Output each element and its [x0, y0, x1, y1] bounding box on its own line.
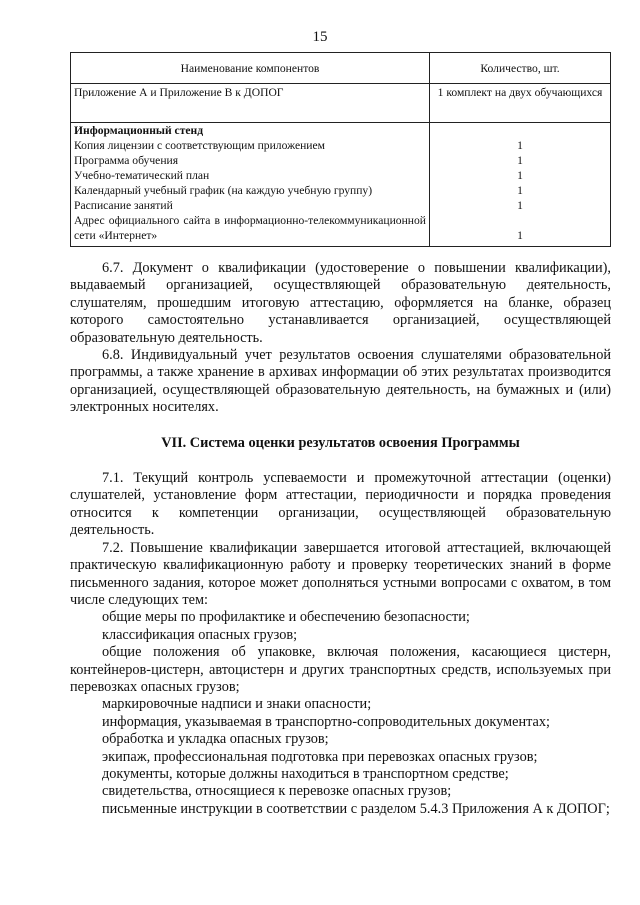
topic-item: маркировочные надписи и знаки опасности;: [102, 696, 372, 713]
component-quantity: 1: [517, 199, 523, 212]
column-header-quantity: Количество, шт.: [430, 53, 611, 84]
section-title: VII. Система оценки результатов освоения Программы: [161, 434, 520, 451]
component-quantity: 1: [517, 169, 523, 182]
document-body: [70, 260, 611, 818]
component-quantity: [433, 123, 607, 138]
topic-item: письменные инструкции в соответствии с разделом 5.4.3 Приложения А к ДОПОГ;: [102, 800, 610, 817]
paragraph-6-7: 6.7. Документ о квалификации (удостоверение о повышении квалификации), выдаваемый организацией, осуществляющей образовательную деятельность, слушателям, прошедшим итоговую аттестацию, оформляется на бланке, образец которого самостоятельно устанавливается организацией, осуществляющей образовательную деятельность.: [70, 260, 611, 346]
paragraph-6-8: 6.8. Индивидуальный учет результатов освоения слушателями образовательной программы, а также хранение в архивах информации об этих результатах производится организацией, осуществляющей образовательную деятельность, на бумажных и (или) электронных носителях.: [70, 347, 611, 416]
component-name: Приложение А и Приложение В к ДОПОГ: [71, 84, 430, 123]
paragraph-7-2: 7.2. Повышение квалификации завершается итоговой аттестацией, включающей практическую квалификационную работу и проверку теоретических знаний в форме письменного задания, которое может дополняться устными вопросами с охватом, в том числе следующих тем:: [70, 539, 611, 608]
component-name: Учебно-тематический план: [74, 169, 210, 182]
component-quantity: 1: [517, 184, 523, 197]
component-quantity: 1 комплект на двух обучающихся: [430, 84, 611, 123]
topic-item: классификация опасных грузов;: [102, 626, 298, 643]
component-name: Копия лицензии с соответствующим приложением: [74, 139, 325, 152]
components-table: [70, 52, 611, 247]
topic-item: документы, которые должны находиться в транспортном средстве;: [102, 765, 509, 782]
topic-item: общие положения об упаковке, включая положения, касающиеся цистерн, контейнеров-цистерн, автоцистерн и других транспортных средств, используемых при перевозках опасных грузов;: [70, 644, 611, 695]
component-name: Программа обучения: [74, 154, 179, 167]
table-row: [71, 84, 611, 123]
component-quantity: 1: [517, 139, 523, 152]
page-number: 15: [312, 29, 328, 45]
component-group-block: [71, 123, 430, 247]
column-header-name: Наименование компонентов: [71, 53, 430, 84]
component-name: Адрес официального сайта в информационно-телекоммуникационной сети «Интернет»: [74, 214, 426, 242]
component-group-title: Информационный стенд: [74, 124, 204, 137]
component-quantity-block: [430, 123, 611, 247]
topic-item: экипаж, профессиональная подготовка при перевозках опасных грузов;: [102, 748, 538, 765]
component-quantity: 1: [517, 229, 523, 242]
component-name: Расписание занятий: [74, 199, 173, 212]
topic-item: общие меры по профилактике и обеспечению безопасности;: [102, 609, 470, 626]
table-row: [71, 123, 611, 247]
topic-item: свидетельства, относящиеся к перевозке опасных грузов;: [102, 783, 452, 800]
paragraph-7-1: 7.1. Текущий контроль успеваемости и промежуточной аттестации (оценки) слушателей, установление форм аттестации, периодичности и порядка проведения относится к компетенции организации, осуществляющей образовательную деятельность.: [70, 470, 611, 539]
topic-item: обработка и укладка опасных грузов;: [102, 731, 329, 748]
topic-item: информация, указываемая в транспортно-сопроводительных документах;: [102, 713, 550, 730]
component-quantity: 1: [517, 154, 523, 167]
table-header-row: [71, 53, 611, 84]
component-name: Календарный учебный график (на каждую учебную группу): [74, 184, 373, 197]
